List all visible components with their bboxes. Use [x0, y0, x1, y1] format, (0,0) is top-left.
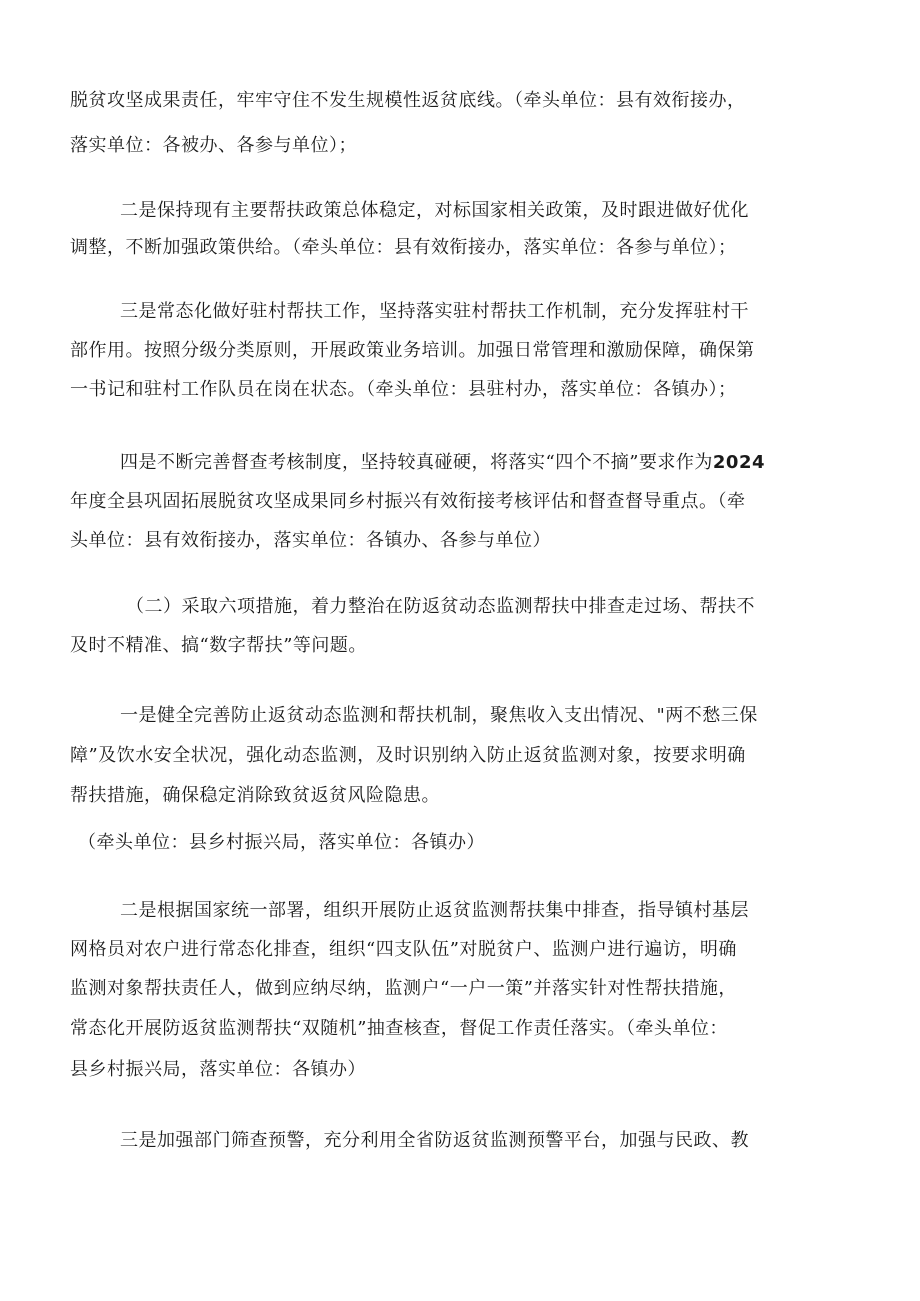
paragraph-5-line-1: 障”及饮水安全状况，强化动态监测，及时识别纳入防止返贫监测对象，按要求明确 [70, 745, 746, 766]
year-number: 2024 [712, 452, 766, 473]
paragraph-1-line-0: 二是保持现有主要帮扶政策总体稳定，对标国家相关政策，及时跟进做好优化 [120, 200, 749, 221]
paragraph-5-line-3: （牵头单位：县乡村振兴局，落实单位：各镇办） [78, 832, 485, 853]
paragraph-5-line-2: 帮扶措施，确保稳定消除致贫返贫风险隐患。 [70, 785, 440, 806]
paragraph-6-line-2: 监测对象帮扶责任人，做到应纳尽纳，监测户“一户一策”并落实针对性帮扶措施， [70, 978, 737, 999]
paragraph-6-line-0: 二是根据国家统一部署，组织开展防止返贫监测帮扶集中排查，指导镇村基层 [120, 900, 749, 921]
paragraph-2-line-2: 一书记和驻村工作队员在岗在状态。（牵头单位：县驻村办，落实单位：各镇办）； [70, 379, 737, 400]
paragraph-7-line-0: 三是加强部门筛查预警，充分利用全省防返贫监测预警平台，加强与民政、教 [120, 1130, 749, 1151]
paragraph-2-line-1: 部作用。按照分级分类原则，开展政策业务培训。加强日常管理和激励保障，确保第 [70, 340, 755, 361]
paragraph-3-line-1: 年度全县巩固拓展脱贫攻坚成果同乡村振兴有效衔接考核评估和督查督导重点。（牵 [70, 491, 746, 512]
paragraph-6-line-4: 县乡村振兴局，落实单位：各镇办） [70, 1059, 366, 1080]
paragraph-4-line-0: （二）采取六项措施，着力整治在防返贫动态监测帮扶中排查走过场、帮扶不 [126, 596, 755, 617]
paragraph-0-line-1: 落实单位：各被办、各参与单位）； [70, 135, 357, 156]
paragraph-0-line-0: 脱贫攻坚成果责任，牢牢守住不发生规模性返贫底线。（牵头单位：县有效衔接办， [70, 90, 746, 111]
paragraph-6-line-3: 常态化开展防返贫监测帮扶“双随机”抽查核查，督促工作责任落实。（牵头单位： [70, 1018, 728, 1039]
paragraph-5-line-0: 一是健全完善防止返贫动态监测和帮扶机制，聚焦收入支出情况、"两不愁三保 [120, 705, 758, 726]
paragraph-3-line-0-text: 四是不断完善督查考核制度，坚持较真碰硬，将落实“四个不摘”要求作为 [120, 452, 713, 473]
paragraph-6-line-1: 网格员对农户进行常态化排查，组织“四支队伍”对脱贫户、监测户进行遍访，明确 [70, 939, 737, 960]
paragraph-3-line-2: 头单位：县有效衔接办，落实单位：各镇办、各参与单位） [70, 530, 551, 551]
paragraph-4-line-1: 及时不精准、搞“数字帮扶”等问题。 [70, 635, 367, 656]
paragraph-3-line-0 [120, 451, 765, 475]
paragraph-1-line-1: 调整，不断加强政策供给。（牵头单位：县有效衔接办，落实单位：各参与单位）； [70, 237, 737, 258]
paragraph-2-line-0: 三是常态化做好驻村帮扶工作，坚持落实驻村帮扶工作机制，充分发挥驻村干 [120, 301, 749, 322]
